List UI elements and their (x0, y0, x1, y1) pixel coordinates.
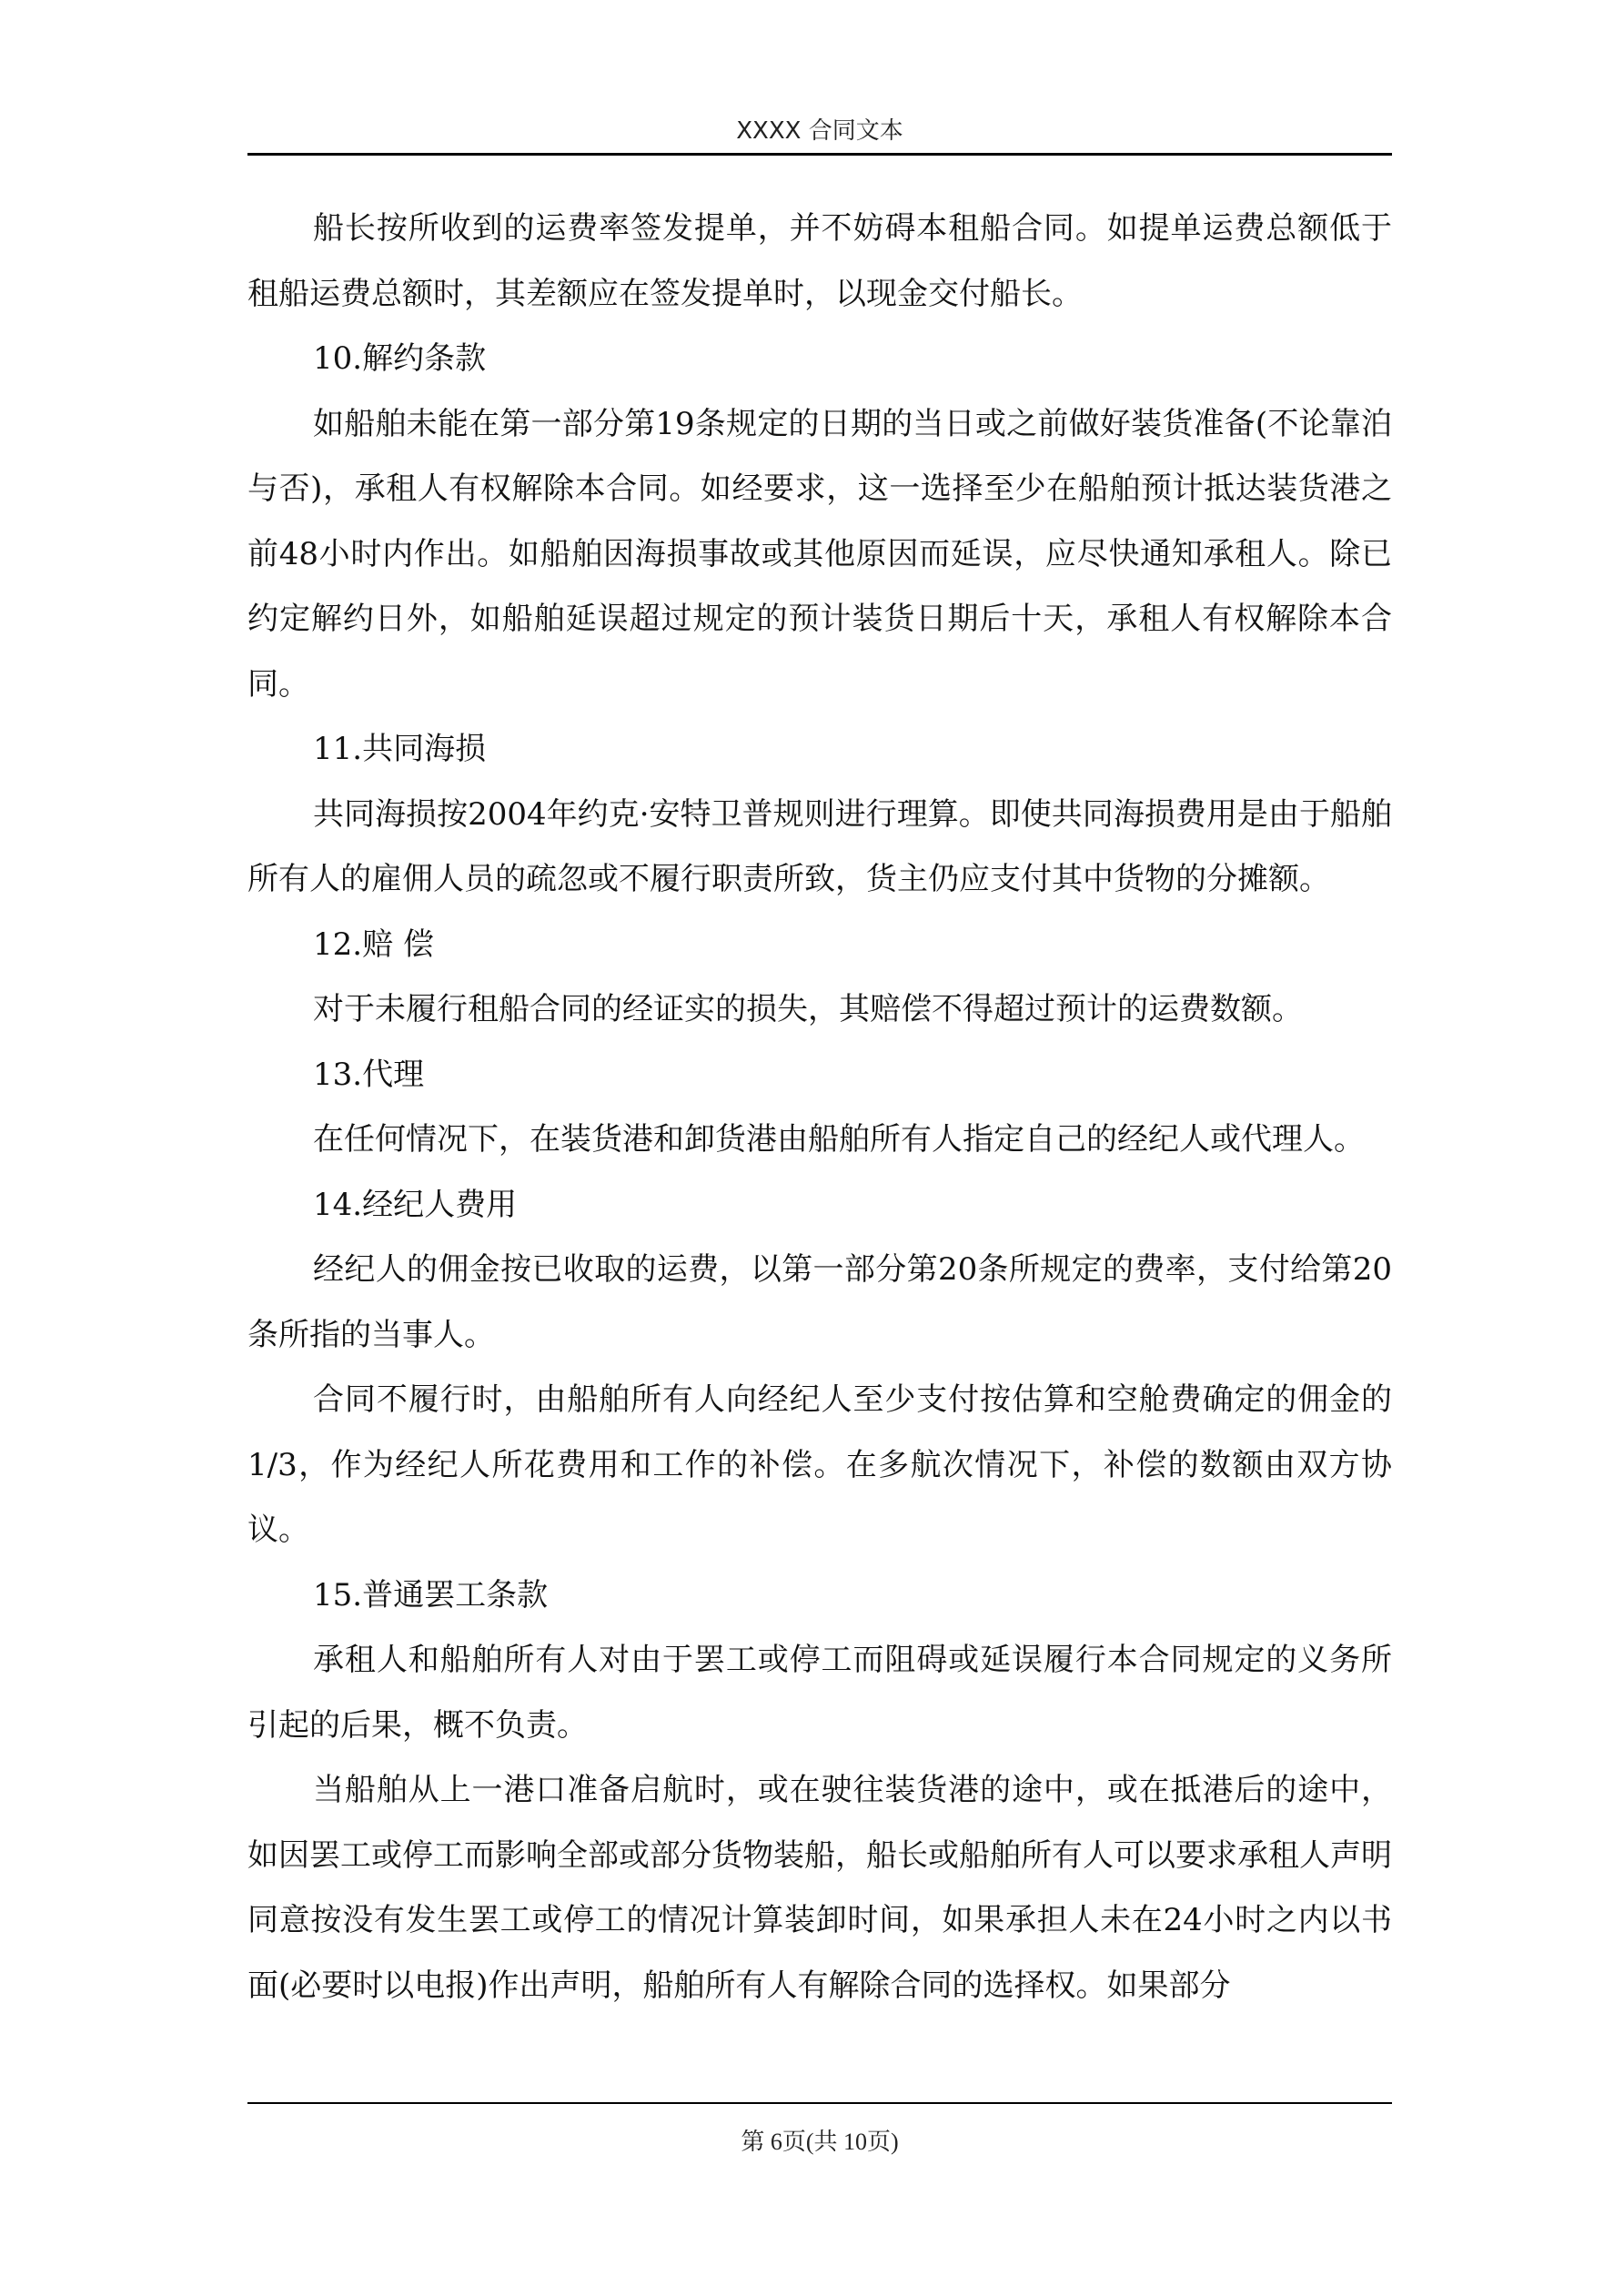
paragraph-general-average: 共同海损按2004年约克·安特卫普规则进行理算。即使共同海损费用是由于船舶所有人的雇佣人员的疏忽或不履行职责所致，货主仍应支付其中货物的分摊额。 (247, 795, 1392, 897)
section-heading-cancellation: 10.解约条款 (313, 340, 487, 377)
paragraph-strike-liability: 承租人和船舶所有人对由于罢工或停工而阻碍或延误履行本合同规定的义务所引起的后果，概不负责。 (247, 1642, 1392, 1744)
paragraph-agency: 在任何情况下，在装货港和卸货港由船舶所有人指定自己的经纪人或代理人。 (313, 1121, 1365, 1158)
section-heading-indemnity: 12.赔 偿 (313, 925, 434, 963)
section-heading-strike: 15.普通罢工条款 (313, 1576, 549, 1613)
footer-divider (247, 2102, 1392, 2104)
document-body (247, 197, 1392, 2018)
section-heading-general-average: 11.共同海损 (313, 731, 487, 767)
paragraph-indemnity: 对于未履行租船合同的经证实的损失，其赔偿不得超过预计的运费数额。 (313, 991, 1303, 1027)
section-heading-agency: 13.代理 (313, 1056, 425, 1093)
header-divider (247, 153, 1392, 156)
page-header-title: XXXX 合同文本 (736, 117, 903, 145)
paragraph-strike-procedure: 当船舶从上一港口准备启航时，或在驶往装货港的途中，或在抵港后的途中，如因罢工或停工而影响全部或部分货物装船，船长或船舶所有人可以要求承租人声明同意按没有发生罢工或停工的情况计算装卸时间，如果承担人未在24小时之内以书面(必要时以电报)作出声明，船舶所有人有解除合同的选择权。如果部分 (247, 1772, 1392, 2004)
paragraph-brokerage: 经纪人的佣金按已收取的运费，以第一部分第20条所规定的费率，支付给第20条所指的当事人。 (247, 1251, 1392, 1353)
paragraph-cancellation: 如船舶未能在第一部分第19条规定的日期的当日或之前做好装货准备(不论靠泊与否)，承租人有权解除本合同。如经要求，这一选择至少在船舶预计抵达装货港之前48小时内作出。如船舶因海损事故或其他原因而延误，应尽快通知承租人。除已约定解约日外，如船舶延误超过规定的预计装货日期后十天，承租人有权解除本合同。 (247, 405, 1392, 703)
page-number: 第 6页(共 10页) (741, 2129, 899, 2155)
section-heading-brokerage: 14.经纪人费用 (313, 1186, 518, 1223)
paragraph-bill-of-lading: 船长按所收到的运费率签发提单，并不妨碍本租船合同。如提单运费总额低于租船运费总额时，其差额应在签发提单时，以现金交付船长。 (247, 210, 1392, 312)
paragraph-brokerage-nonperformance: 合同不履行时，由船舶所有人向经纪人至少支付按估算和空舱费确定的佣金的1/3，作为经纪人所花费用和工作的补偿。在多航次情况下，补偿的数额由双方协议。 (247, 1381, 1392, 1548)
